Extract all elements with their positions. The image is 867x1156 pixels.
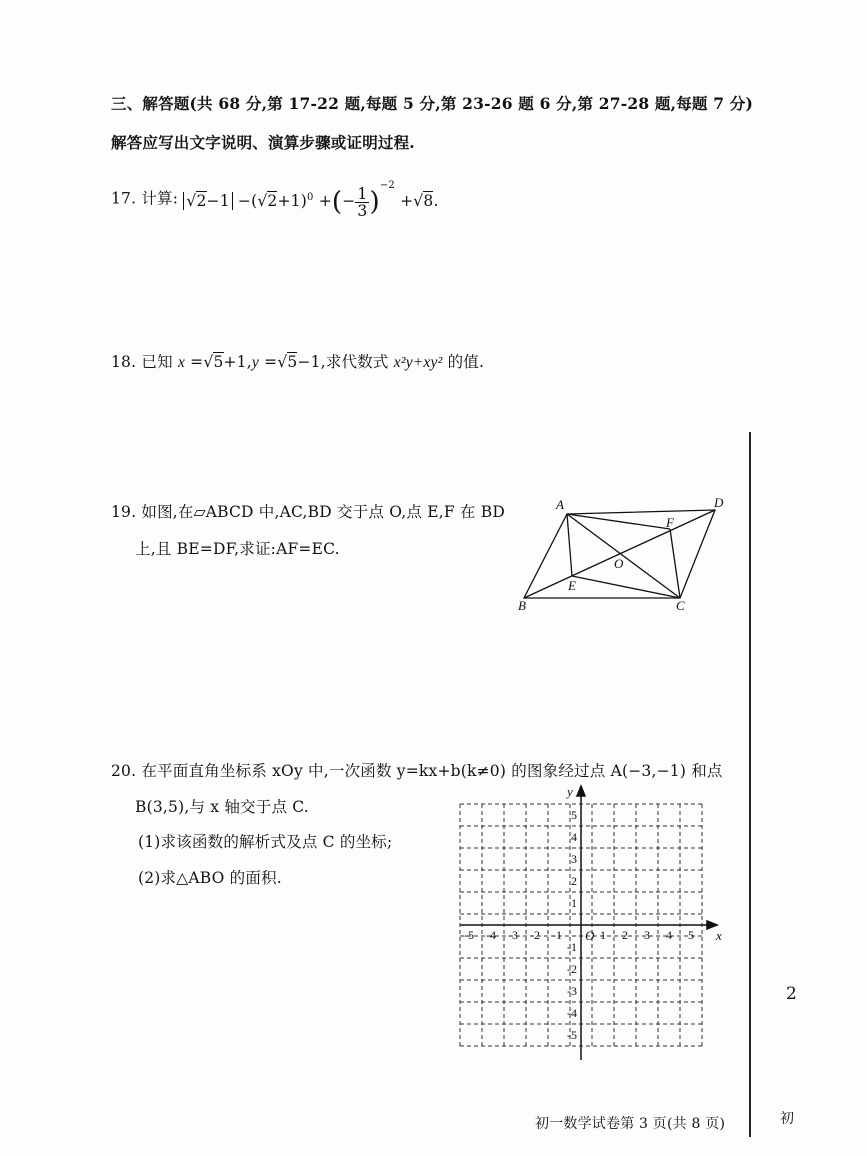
q17-sqrt2-a: 2 [196,192,207,210]
q17-plus-b: + [400,192,414,210]
y-tick-label: -4 [567,1006,577,1020]
y-tick-label: -2 [567,962,577,976]
x-axis-label: x [716,928,722,943]
x-tick-label: -4 [486,928,496,942]
q18-sqrt5-b: 5 [287,353,298,371]
q18-number: 18. [111,353,137,371]
q18-text-a: 已知 [141,353,178,371]
label-c: C [676,598,685,613]
q17-exp-m2: −2 [379,180,395,191]
label-d: D [714,495,724,510]
q17-frac-den: 3 [357,201,368,220]
segment-af [567,514,670,529]
label-a: A [556,497,564,512]
q17-expression: $√2-1 -(√2+1)^0$ +(− $\frac{1}{3}$ )$^{-2}$ +√8. [183,180,438,219]
y-tick-label: -3 [567,984,577,998]
q18-eq1: = [185,353,204,371]
q17-exp0: 0 [306,191,314,203]
x-tick-label: 2 [622,928,628,942]
q18-x: x [177,354,186,371]
x-tick-label: 4 [666,928,672,942]
page-footer: 初一数学试卷第 3 页(共 8 页) [535,1116,726,1132]
q20-part2: (2)求△ABO 的面积. [138,869,282,887]
q17-end: . [433,192,439,210]
x-tick-label: 1 [600,928,606,942]
q17-minus1: −1 [206,192,230,210]
x-tick-label: 3 [644,928,650,942]
x-tick-label: -5 [464,928,474,942]
q19-line1: 19. 如图,在▱ABCD 中,AC,BD 交于点 O,点 E,F 在 BD [111,503,505,521]
section-heading: 三、解答题(共 68 分,第 17-22 题,每题 5 分,第 23-26 题 6 分,第 27-28 题,每题 7 分) [111,94,754,113]
label-o: O [614,556,624,571]
q18-text-b: ,求代数式 [320,353,394,371]
q17-neg: − [342,192,356,210]
q17-plus1: +1) [277,192,307,210]
q18-minus1: −1 [297,353,321,371]
page-edge-line [749,432,751,1137]
q18-sqrt5-a: 5 [213,353,224,371]
origin-label: O [585,928,595,943]
q20-part1: (1)求该函数的解析式及点 C 的坐标; [138,833,393,851]
q17-plus: + [318,192,332,210]
q17-number: 17. [111,189,137,208]
label-b: B [518,598,526,613]
y-tick-label: 3 [571,852,577,866]
parallelogram-figure [510,490,740,620]
q17-lead: 计算: [141,189,179,208]
y-tick-label: 4 [571,830,577,844]
label-e: E [568,578,576,593]
question-17 [111,180,439,220]
q18-y: y [251,354,259,371]
q17-sqrt2-b: 2 [267,192,278,210]
label-f: F [666,515,674,530]
side-digit: 2 [786,984,798,1004]
section-instruction: 解答应写出文字说明、演算步骤或证明过程. [111,133,415,152]
segment-ec [572,576,680,598]
q20-line2: B(3,5),与 x 轴交于点 C. [135,798,309,816]
x-tick-label: -3 [508,928,518,942]
y-tick-label: -5 [567,1028,577,1042]
coordinate-grid [455,780,730,1065]
diagonal-ac [567,514,680,598]
segment-fc [670,529,680,598]
x-tick-label: 5 [688,928,694,942]
y-axis-arrow [577,786,585,796]
q18-polynomial: x²y+xy² [393,354,443,371]
q17-frac-num: 1 [357,184,368,203]
x-tick-label: -2 [530,928,540,942]
question-18: 18. 已知 x =√5+1,y =√5−1,求代数式 x²y+xy² 的值. [111,353,485,371]
q20-line1: 20. 在平面直角坐标系 xOy 中,一次函数 y=kx+b(k≠0) 的图象经过点 A(−3,−1) 和点 [111,762,723,780]
q18-plus1: +1 [223,353,247,371]
y-tick-label: 5 [571,808,577,822]
y-tick-label: -1 [567,940,577,954]
y-axis-label: y [567,784,573,799]
q17-minus: −( [237,192,258,210]
q17-sqrt8: 8 [423,192,434,210]
x-tick-label: -1 [552,928,562,942]
side-text: 初 [780,1111,795,1127]
q18-text-c: 的值. [442,353,485,371]
segment-ae [567,514,572,576]
q18-comma: , [246,353,252,371]
q18-eq2: = [258,353,278,371]
y-tick-label: 1 [571,896,577,910]
y-tick-label: 2 [571,874,577,888]
q19-line2: 上,且 BE=DF,求证:AF=EC. [135,540,340,558]
diagonal-bd [524,510,715,598]
